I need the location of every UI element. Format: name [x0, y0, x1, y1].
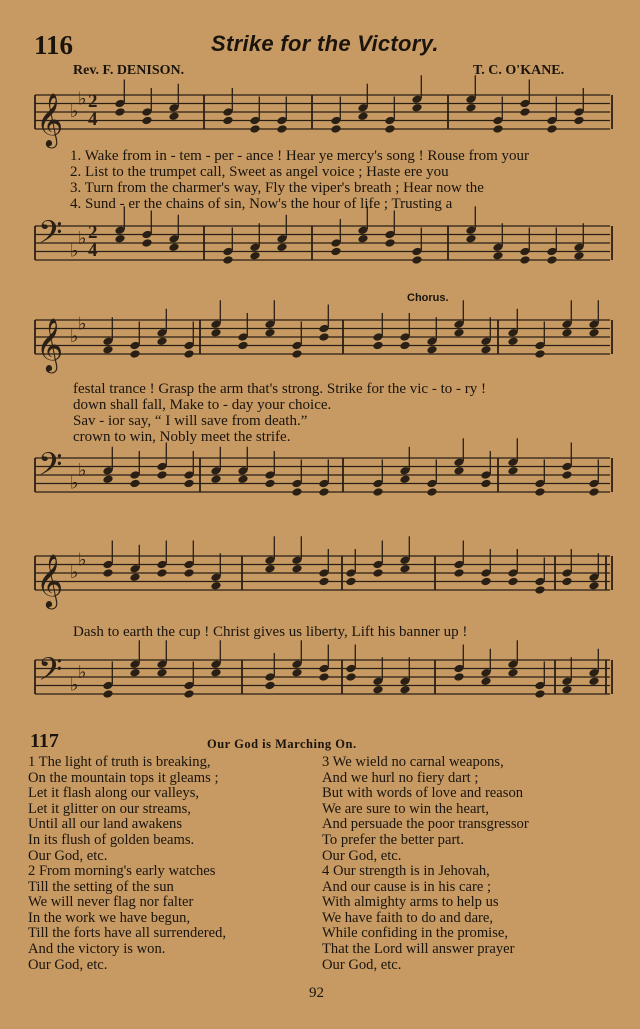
- note-head: [507, 466, 518, 476]
- note-head: [453, 672, 464, 682]
- note-head: [291, 487, 302, 497]
- verse-line: To prefer the better part.: [322, 831, 465, 848]
- treble-staff-system-1: [0, 85, 640, 151]
- note-head: [561, 328, 572, 338]
- lyric-line: crown to win, Nobly meet the strife.: [73, 429, 291, 445]
- note-head: [480, 676, 491, 686]
- note-head: [561, 577, 572, 587]
- note-head: [129, 349, 140, 359]
- verse-refrain: Our God, etc.: [28, 847, 108, 864]
- note-head: [492, 124, 503, 134]
- note-head: [465, 234, 476, 244]
- note-head: [480, 577, 491, 587]
- note-head: [156, 668, 167, 678]
- bass-staff-system-1: [0, 216, 640, 276]
- note-head: [168, 111, 179, 121]
- note-head: [588, 581, 599, 591]
- lyrics-system-1: [70, 148, 529, 212]
- note-head: [114, 107, 125, 117]
- note-head: [183, 349, 194, 359]
- verse-refrain: Our God, etc.: [322, 956, 402, 973]
- note-head: [264, 681, 275, 691]
- note-head: [210, 474, 221, 484]
- treble-clef-icon: 𝄞: [36, 553, 64, 607]
- verse-line: We have faith to do and dare,: [322, 909, 494, 926]
- note-head: [264, 564, 275, 574]
- note-head: [546, 124, 557, 134]
- verse-line: Till the setting of the sun: [28, 878, 174, 895]
- flat-icon: ♭: [78, 313, 87, 335]
- note-group: [102, 438, 599, 497]
- note-head: [453, 328, 464, 338]
- verse-line: 4 Our strength is in Jehovah,: [322, 863, 490, 879]
- bass-clef-icon: 𝄢: [38, 446, 63, 490]
- note-head: [156, 336, 167, 346]
- note-head: [102, 345, 113, 355]
- note-head: [276, 124, 287, 134]
- verse-line: With almighty arms to help us: [322, 894, 499, 911]
- hymn-number-116: 116: [34, 30, 74, 60]
- treble-clef-icon: 𝄞: [36, 317, 64, 371]
- note-head: [534, 585, 545, 595]
- lyrics-system-2: [73, 381, 486, 445]
- page-number: 92: [309, 985, 324, 1001]
- note-head: [129, 479, 140, 489]
- note-head: [156, 568, 167, 578]
- verse-line: While confiding in the promise,: [322, 925, 509, 942]
- verse-line: And persuade the poor transgressor: [322, 816, 529, 833]
- note-head: [237, 341, 248, 351]
- note-head: [465, 103, 476, 113]
- note-head: [102, 474, 113, 484]
- lyric-line: 3. Turn from the charmer's way, Fly the viper's breath ; Hear now the: [70, 180, 484, 196]
- note-head: [573, 116, 584, 126]
- note-head: [330, 247, 341, 257]
- lyrics-system-3: [73, 624, 467, 640]
- verse-line: In the work we have begun,: [28, 909, 191, 926]
- note-head: [534, 487, 545, 497]
- note-head: [399, 564, 410, 574]
- note-head: [330, 124, 341, 134]
- note-head: [210, 581, 221, 591]
- note-head: [222, 116, 233, 126]
- chorus-label: Chorus.: [407, 292, 449, 304]
- flat-icon: ♭: [70, 326, 79, 347]
- note-head: [411, 255, 422, 265]
- note-head: [141, 238, 152, 248]
- note-head: [264, 479, 275, 489]
- note-head: [291, 668, 302, 678]
- note-head: [141, 116, 152, 126]
- verse-3: [322, 755, 529, 864]
- treble-staff-system-3: [0, 546, 640, 612]
- verse-line: We will never flag nor falter: [28, 894, 194, 911]
- note-head: [561, 470, 572, 480]
- lyric-line: Sav - ior say, “ I will save from death.”: [73, 413, 308, 429]
- note-group: [102, 300, 599, 359]
- lyric-line: 1. Wake from in - tem - per - ance ! Hear ye mercy's song ! Rouse from your: [70, 148, 529, 164]
- note-head: [426, 345, 437, 355]
- note-head: [129, 572, 140, 582]
- flat-icon: ♭: [70, 562, 79, 583]
- flat-icon: ♭: [78, 88, 87, 110]
- flat-icon: ♭: [78, 227, 87, 249]
- note-head: [372, 341, 383, 351]
- lyric-line: Dash to earth the cup ! Christ gives us liberty, Lift his banner up !: [73, 624, 468, 640]
- note-head: [561, 685, 572, 695]
- composer-credit: T. C. O'KANE.: [473, 63, 565, 78]
- note-head: [588, 676, 599, 686]
- treble-staff-system-2: [0, 310, 640, 374]
- flat-icon: ♭: [78, 549, 87, 571]
- hymn-title-strike-for-the-victory: Strike for the Victory.: [211, 31, 439, 56]
- note-head: [114, 234, 125, 244]
- verse-line: Until all our land awakens: [28, 816, 183, 833]
- flat-icon: ♭: [78, 661, 87, 683]
- flat-icon: ♭: [70, 240, 79, 262]
- verse-1: [28, 755, 219, 864]
- verse-line: In its flush of golden beams.: [28, 831, 195, 848]
- note-head: [168, 242, 179, 252]
- note-head: [276, 242, 287, 252]
- note-head: [318, 577, 329, 587]
- note-head: [183, 479, 194, 489]
- note-head: [453, 568, 464, 578]
- hymn-number-117: 117: [30, 730, 59, 752]
- verse-line: And the victory is won.: [28, 940, 166, 957]
- note-head: [129, 668, 140, 678]
- treble-clef-icon: 𝄞: [36, 92, 64, 146]
- bass-staff-system-2: [0, 448, 640, 508]
- note-head: [546, 255, 557, 265]
- note-head: [372, 685, 383, 695]
- note-head: [372, 568, 383, 578]
- note-head: [534, 689, 545, 699]
- note-head: [249, 124, 260, 134]
- note-head: [183, 689, 194, 699]
- note-head: [507, 336, 518, 346]
- note-head: [210, 668, 221, 678]
- note-group: [114, 206, 584, 265]
- note-head: [345, 577, 356, 587]
- verse-2: [28, 864, 226, 973]
- verse-line: On the mountain tops it gleams ;: [28, 769, 219, 786]
- note-head: [588, 328, 599, 338]
- note-head: [411, 103, 422, 113]
- note-head: [222, 255, 233, 265]
- note-head: [357, 234, 368, 244]
- note-head: [318, 672, 329, 682]
- time-signature-bottom: 4: [88, 109, 98, 130]
- note-head: [264, 328, 275, 338]
- note-head: [249, 251, 260, 261]
- note-head: [507, 577, 518, 587]
- note-head: [156, 470, 167, 480]
- verse-line: 2 From morning's early watches: [28, 863, 216, 879]
- bass-staff-lines: [35, 458, 612, 494]
- time-signature-bottom: 4: [88, 240, 98, 261]
- note-head: [534, 349, 545, 359]
- verse-line: Till the forts have all surrendered,: [28, 925, 227, 942]
- verse-4: [322, 864, 514, 973]
- note-head: [384, 238, 395, 248]
- note-head: [357, 111, 368, 121]
- verse-line: 1 The light of truth is breaking,: [28, 754, 211, 770]
- hymn-title-our-god-is-marching-on: Our God is Marching On.: [207, 737, 357, 751]
- flat-icon: ♭: [70, 101, 79, 122]
- note-head: [345, 672, 356, 682]
- note-head: [426, 487, 437, 497]
- flat-icon: ♭: [78, 459, 87, 481]
- flat-icon: ♭: [70, 674, 79, 696]
- note-head: [102, 568, 113, 578]
- note-group: [102, 536, 599, 595]
- verse-line: And we hurl no fiery dart ;: [322, 769, 479, 786]
- note-head: [318, 332, 329, 342]
- verse-line: That the Lord will answer prayer: [322, 940, 515, 957]
- note-head: [399, 341, 410, 351]
- lyric-line: 4. Sund - er the chains of sin, Now's the hour of life ; Trusting a: [70, 196, 453, 212]
- note-head: [372, 487, 383, 497]
- note-head: [492, 251, 503, 261]
- bass-staff-system-3: [0, 650, 640, 712]
- verse-line: And our cause is in his care ;: [322, 878, 491, 895]
- note-head: [507, 668, 518, 678]
- bass-clef-icon: 𝄢: [38, 651, 63, 695]
- verse-line: Let it glitter on our streams,: [28, 800, 191, 817]
- note-head: [183, 568, 194, 578]
- time-signature-top: 2: [88, 222, 98, 243]
- note-head: [318, 487, 329, 497]
- note-head: [399, 685, 410, 695]
- lyric-line: down shall fall, Make to - day your choice.: [73, 397, 332, 413]
- verse-refrain: Our God, etc.: [28, 956, 108, 973]
- verse-refrain: Our God, etc.: [322, 847, 402, 864]
- note-head: [480, 479, 491, 489]
- flat-icon: ♭: [70, 472, 79, 494]
- note-group: [102, 640, 599, 699]
- note-head: [291, 349, 302, 359]
- verse-line: We are sure to win the heart,: [322, 800, 489, 817]
- note-group: [114, 75, 584, 134]
- lyric-line: 2. List to the trumpet call, Sweet as angel voice ; Haste ere you: [70, 164, 449, 180]
- time-signature-top: 2: [88, 91, 98, 112]
- verse-line: 3 We wield no carnal weapons,: [322, 754, 504, 770]
- note-head: [519, 107, 530, 117]
- note-head: [399, 474, 410, 484]
- author-credit: Rev. F. DENISON.: [73, 63, 185, 78]
- verse-line: Let it flash along our valleys,: [28, 785, 200, 802]
- note-head: [291, 564, 302, 574]
- note-head: [237, 474, 248, 484]
- note-head: [453, 466, 464, 476]
- note-head: [102, 689, 113, 699]
- note-head: [384, 124, 395, 134]
- note-head: [519, 255, 530, 265]
- note-head: [588, 487, 599, 497]
- lyric-line: festal trance ! Grasp the arm that's strong. Strike for the vic - to - ry !: [73, 381, 486, 397]
- note-head: [210, 328, 221, 338]
- note-head: [573, 251, 584, 261]
- bass-clef-icon: 𝄢: [38, 214, 63, 258]
- note-head: [480, 345, 491, 355]
- verse-line: But with words of love and reason: [322, 785, 524, 802]
